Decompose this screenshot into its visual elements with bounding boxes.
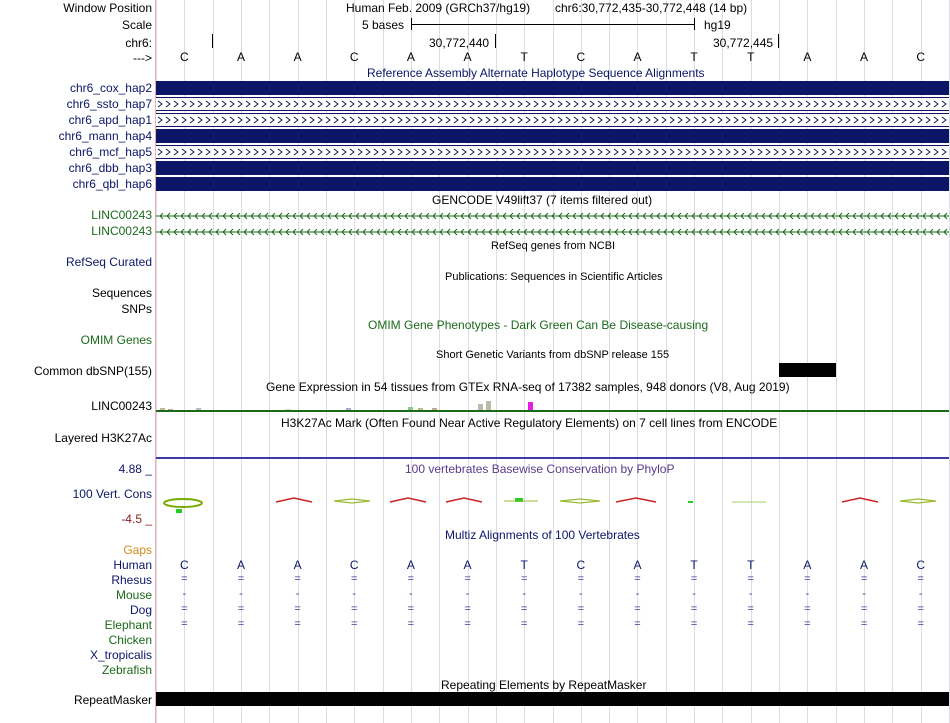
- repeatmasker-title[interactable]: Repeating Elements by RepeatMasker: [441, 678, 647, 692]
- h3k27ac-title[interactable]: H3K27Ac Mark (Often Found Near Active Regulatory Elements) on 7 cell lines from ENCODE: [281, 416, 778, 430]
- multiz-match-symbol: =: [351, 618, 358, 630]
- phylop-mark: [560, 499, 600, 503]
- strand-arrow: --->: [133, 51, 152, 65]
- multiz-match-symbol: =: [520, 603, 528, 615]
- phylop-mark: [446, 498, 482, 502]
- chrom-label: chr6:: [125, 36, 152, 50]
- base-letter: C: [179, 50, 189, 64]
- multiz-match-symbol: =: [351, 573, 358, 585]
- coord-label-2: 30,772,445: [713, 36, 774, 50]
- base-letter: A: [236, 50, 245, 64]
- multiz-match-symbol: =: [294, 603, 301, 615]
- multiz-match-symbol: =: [804, 618, 811, 630]
- multiz-match-symbol: =: [917, 603, 924, 615]
- multiz-match-symbol: =: [634, 573, 641, 585]
- multiz-base: T: [690, 558, 698, 572]
- phylop-mark: [390, 498, 426, 502]
- multiz-match-symbol: =: [407, 603, 415, 615]
- multiz-match-symbol: =: [634, 603, 641, 615]
- multiz-match-symbol: =: [690, 573, 698, 585]
- phylop-title[interactable]: 100 vertebrates Basewise Conservation by PhyloP: [405, 462, 675, 476]
- multiz-match-symbol: =: [747, 618, 754, 630]
- alt-haplotype-label[interactable]: chr6_qbl_hap6: [72, 177, 152, 191]
- alt-haplotype-label[interactable]: chr6_mcf_hap5: [69, 145, 152, 159]
- multiz-match-symbol: -: [748, 588, 753, 600]
- alt-haplotype-bar[interactable]: [156, 129, 949, 143]
- multiz-species-label[interactable]: X_tropicalis: [89, 648, 152, 662]
- phylop-mark: [688, 501, 693, 503]
- alt-haplotype-bar[interactable]: [156, 161, 949, 175]
- multiz-species-label[interactable]: Dog: [129, 603, 152, 617]
- phylop-mark: [164, 499, 202, 507]
- scale-bar: [411, 24, 695, 25]
- multiz-base: A: [236, 558, 245, 572]
- phylop-label[interactable]: 100 Vert. Cons: [72, 487, 152, 501]
- multiz-base: A: [860, 558, 869, 572]
- alt-haplotype-chevron-bar[interactable]: [156, 97, 949, 111]
- multiz-match-symbol: =: [577, 603, 585, 615]
- gencode-gene-label[interactable]: LINC00243: [91, 208, 152, 222]
- gencode-gene-label[interactable]: LINC00243: [91, 224, 152, 238]
- gencode-gene-track[interactable]: [156, 226, 949, 236]
- multiz-match-symbol: =: [294, 573, 301, 585]
- alt-haplotype-chevron-bar[interactable]: [156, 145, 949, 159]
- multiz-base: A: [406, 558, 415, 572]
- phylop-mark: [616, 498, 656, 502]
- multiz-gaps-label[interactable]: Gaps: [123, 543, 152, 557]
- multiz-species-label[interactable]: Chicken: [108, 633, 152, 647]
- phylop-mark: [176, 509, 182, 513]
- h3k27ac-baseline: [156, 457, 949, 459]
- coord-tick-1: [495, 34, 496, 48]
- multiz-base: A: [293, 558, 302, 572]
- repeatmasker-block[interactable]: [156, 692, 949, 706]
- multiz-match-symbol: =: [520, 573, 528, 585]
- multiz-match-symbol: =: [237, 618, 245, 630]
- base-letter: T: [520, 50, 528, 64]
- phylop-ymax: 4.88 _: [118, 462, 152, 476]
- base-letter: C: [349, 50, 359, 64]
- alt-haplotype-chevron-bar[interactable]: [156, 113, 949, 127]
- multiz-match-symbol: =: [181, 603, 188, 615]
- phylop-mark: [842, 498, 878, 502]
- phylop-mark: [900, 499, 936, 503]
- base-letter: A: [860, 50, 869, 64]
- multiz-match-symbol: -: [522, 588, 526, 600]
- phylop-ymin: -4.5 _: [121, 512, 152, 526]
- multiz-match-symbol: -: [465, 588, 470, 600]
- dbsnp-variant-block[interactable]: [779, 363, 836, 377]
- multiz-base: A: [463, 558, 472, 572]
- multiz-base: C: [916, 558, 925, 572]
- coord-tick-left: [212, 34, 213, 48]
- scale-text: 5 bases: [362, 18, 405, 32]
- multiz-match-symbol: =: [634, 618, 641, 630]
- refseq-label[interactable]: RefSeq Curated: [65, 255, 152, 269]
- scale-label: Scale: [121, 18, 152, 32]
- multiz-base: A: [633, 558, 642, 572]
- multiz-match-symbol: =: [860, 603, 868, 615]
- dbsnp-title[interactable]: Short Genetic Variants from dbSNP release 155: [436, 349, 670, 361]
- gencode-title[interactable]: GENCODE V49lift37 (7 items filtered out): [432, 193, 653, 207]
- multiz-base: C: [576, 558, 586, 572]
- multiz-match-symbol: -: [692, 588, 696, 600]
- multiz-match-symbol: =: [690, 618, 698, 630]
- publications-title[interactable]: Publications: Sequences in Scientific Articles: [445, 271, 663, 283]
- multiz-match-symbol: =: [464, 573, 471, 585]
- multiz-base: C: [349, 558, 359, 572]
- alt-haplotype-label[interactable]: chr6_dbb_hap3: [68, 161, 152, 175]
- multiz-species-label[interactable]: Mouse: [115, 588, 152, 602]
- multiz-match-symbol: =: [351, 603, 358, 615]
- base-letter: A: [406, 50, 415, 64]
- multiz-match-symbol: =: [577, 573, 585, 585]
- multiz-match-symbol: =: [464, 618, 471, 630]
- assembly-title: Human Feb. 2009 (GRCh37/hg19): [346, 1, 531, 15]
- multiz-match-symbol: -: [239, 588, 243, 600]
- repeatmasker-label[interactable]: RepeatMasker: [73, 693, 152, 707]
- multiz-match-symbol: =: [237, 603, 245, 615]
- alt-haplotypes-title[interactable]: Reference Assembly Alternate Haplotype Sequence Alignments: [367, 66, 705, 80]
- base-letter: C: [916, 50, 925, 64]
- multiz-species-label[interactable]: Human: [113, 558, 152, 572]
- base-letter: A: [633, 50, 642, 64]
- refseq-title[interactable]: RefSeq genes from NCBI: [491, 240, 616, 252]
- multiz-match-symbol: -: [352, 588, 357, 600]
- multiz-base: C: [179, 558, 189, 572]
- multiz-match-symbol: =: [181, 573, 188, 585]
- gencode-gene-track[interactable]: [156, 210, 949, 220]
- multiz-title[interactable]: Multiz Alignments of 100 Vertebrates: [445, 528, 640, 542]
- multiz-match-symbol: =: [747, 573, 754, 585]
- base-letter: A: [293, 50, 302, 64]
- phylop-wiggle: [156, 490, 950, 516]
- multiz-match-symbol: -: [182, 588, 187, 600]
- phylop-mark: [334, 499, 370, 503]
- gtex-baseline: [156, 410, 949, 412]
- coord-label-1: 30,772,440: [429, 36, 490, 50]
- base-letter: C: [576, 50, 586, 64]
- base-letter: T: [747, 50, 755, 64]
- alt-haplotype-bar[interactable]: [156, 81, 949, 95]
- multiz-match-symbol: -: [295, 588, 300, 600]
- multiz-match-symbol: =: [577, 618, 585, 630]
- multiz-match-symbol: -: [862, 588, 866, 600]
- alt-haplotype-label[interactable]: chr6_cox_hap2: [69, 81, 152, 95]
- multiz-match-symbol: =: [464, 603, 471, 615]
- multiz-match-symbol: =: [690, 603, 698, 615]
- multiz-match-symbol: =: [917, 573, 924, 585]
- alt-haplotype-label[interactable]: chr6_apd_hap1: [68, 113, 152, 127]
- multiz-match-symbol: =: [181, 618, 188, 630]
- multiz-match-symbol: =: [407, 618, 415, 630]
- base-letter: T: [690, 50, 698, 64]
- multiz-match-symbol: -: [918, 588, 923, 600]
- alt-haplotype-bar[interactable]: [156, 177, 949, 191]
- position-readout[interactable]: chr6:30,772,435-30,772,448 (14 bp): [555, 1, 748, 15]
- snps-label[interactable]: SNPs: [121, 302, 152, 316]
- omim-title[interactable]: OMIM Gene Phenotypes - Dark Green Can Be Disease-causing: [368, 318, 709, 332]
- multiz-match-symbol: =: [804, 603, 811, 615]
- multiz-match-symbol: =: [407, 573, 415, 585]
- gtex-tissue-bar[interactable]: [528, 402, 533, 410]
- multiz-match-symbol: =: [237, 573, 245, 585]
- gtex-label[interactable]: LINC00243: [91, 399, 152, 413]
- multiz-match-symbol: =: [860, 573, 868, 585]
- window-position-label: Window Position: [63, 1, 152, 15]
- coord-tick-2: [778, 34, 779, 48]
- alt-haplotype-label[interactable]: chr6_mann_hap4: [58, 129, 152, 143]
- multiz-match-symbol: -: [578, 588, 583, 600]
- phylop-mark: [276, 498, 312, 502]
- h3k27ac-label[interactable]: Layered H3K27Ac: [54, 431, 152, 445]
- multiz-match-symbol: =: [520, 618, 528, 630]
- multiz-base: T: [520, 558, 528, 572]
- multiz-match-symbol: =: [860, 618, 868, 630]
- multiz-match-symbol: =: [917, 618, 924, 630]
- multiz-match-symbol: =: [747, 603, 754, 615]
- multiz-match-symbol: =: [804, 573, 811, 585]
- multiz-base: T: [747, 558, 755, 572]
- base-letter: A: [463, 50, 472, 64]
- omim-label[interactable]: OMIM Genes: [80, 333, 152, 347]
- multiz-species-label[interactable]: Rhesus: [111, 573, 152, 587]
- alt-haplotype-label[interactable]: chr6_ssto_hap7: [66, 97, 152, 111]
- multiz-match-symbol: -: [805, 588, 810, 600]
- scale-db: hg19: [704, 18, 731, 32]
- gtex-tissue-bar[interactable]: [486, 401, 491, 410]
- multiz-match-symbol: =: [294, 618, 301, 630]
- publications-label[interactable]: Sequences: [91, 286, 152, 300]
- multiz-match-symbol: -: [409, 588, 413, 600]
- multiz-base: A: [803, 558, 812, 572]
- scale-bar-left-tick: [411, 18, 412, 30]
- scale-bar-right-tick: [694, 18, 695, 30]
- multiz-match-symbol: -: [635, 588, 640, 600]
- multiz-species-label[interactable]: Elephant: [104, 618, 152, 632]
- multiz-species-label[interactable]: Zebrafish: [101, 663, 152, 677]
- base-letter: A: [803, 50, 812, 64]
- dbsnp-label[interactable]: Common dbSNP(155): [33, 364, 152, 378]
- gtex-title[interactable]: Gene Expression in 54 tissues from GTEx RNA-seq of 17382 samples, 948 donors (V8, Aug 2019): [266, 380, 790, 394]
